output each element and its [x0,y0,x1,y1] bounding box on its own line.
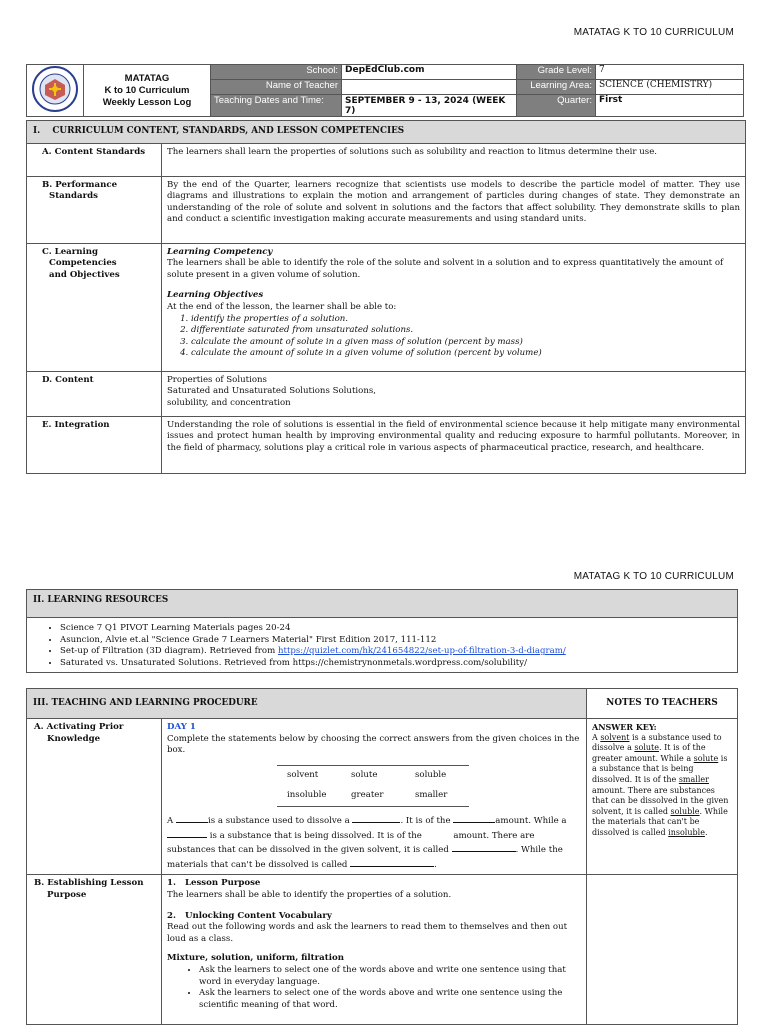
competency-title: Learning Competency [167,246,273,257]
answer-blank[interactable] [453,813,495,823]
content-text: Properties of Solutions Saturated and Unsaturated Solutions Solutions, solubility, and concentration [162,371,746,416]
area-label: Learning Area: [517,79,596,94]
choice-word: solute [341,765,405,786]
choice-word: solvent [277,765,341,786]
page-header: MATATAG K TO 10 CURRICULUM [573,27,734,38]
vocabulary-title: 2. Unlocking Content Vocabulary [167,910,332,921]
choice-word: insoluble [287,790,327,801]
integration-text: Understanding the role of solutions is essential in the field of environmental science because it help mitigate many environmental issues and protect human health by improving environmental quality and reducing exposure to harmful pollutants. Moreover, in the field of pharmacy, solutions play a critical role in various aspects of pharmaceutical practice, research, and healthcare. [162,416,746,473]
page-header-2: MATATAG K TO 10 CURRICULUM [573,571,734,582]
activity-instruction: Complete the statements below by choosing the correct answers from the given choices in the box. [167,733,580,756]
lesson-purpose-title: 1. Lesson Purpose [167,878,261,889]
list-item: • Set-up of Filtration (3D diagram). Retrieved from https://quizlet.com/hk/241654822/set-up-of-filtration-3-d-diagram/ [60,646,732,658]
objectives-list [167,314,740,360]
vocabulary-tasks [167,965,581,1011]
header-table [26,64,744,117]
fill-in-statement: A is a substance used to dissolve a . It is of the amount. While a is a substance that is being dissolved. It is of the amount. There are substances that can be dissolved in the given solvent, it is called . While the materials that can't be dissolved is called . [167,813,581,871]
content-standards-label: A. Content Standards [27,143,162,176]
vocabulary-words: Mixture, solution, uniform, filtration [167,953,344,964]
content-standards-text: The learners shall learn the properties of solutions such as solubility and reaction to litmus determine their use. [162,143,746,176]
list-item: • Ask the learners to select one of the words above and write one sentence using that word in everyday language. [199,965,581,988]
resources-list-cell [27,618,738,673]
integration-label: E. Integration [27,416,162,473]
list-item: 1. identify the properties of a solution. [191,314,740,326]
day-label: DAY 1 [167,722,196,732]
learning-resources-section [26,589,738,673]
teacher-value [342,79,517,94]
filtration-link[interactable]: https://quizlet.com/hk/241654822/set-up-of-filtration-3-d-diagram/ [277,646,566,657]
answer-blank[interactable] [176,813,208,823]
answer-key-title: ANSWER KEY: [592,722,657,732]
choices-box [277,765,469,807]
procedure-section [26,688,738,1025]
vocabulary-text: Read out the following words and ask the learners to read them to themselves and then out loud as a class. [167,922,568,944]
grade-label: Grade Level: [517,65,596,80]
choice-word: smaller [415,790,448,801]
performance-standards-label: B. Performance Standards [27,176,162,243]
dates-value: SEPTEMBER 9 - 13, 2024 (WEEK 7) [342,94,517,116]
activating-content [162,719,587,875]
objectives-title: Learning Objectives [167,290,264,301]
activating-label: A. Activating Prior Knowledge [27,719,162,875]
lesson-purpose-text: The learners shall be able to identify the properties of a solution. [167,889,452,900]
section-3-heading: III. TEACHING AND LEARNING PROCEDURE [27,689,587,719]
choice-word: greater [351,790,384,801]
answer-blank[interactable] [352,813,400,823]
dates-label: Teaching Dates and Time: [211,94,342,116]
learning-competencies-label: C. Learning Competencies and Objectives [27,243,162,371]
choice-word: soluble [405,765,469,786]
list-item: • Ask the learners to select one of the words above and write one sentence using the scientific meaning of that word. [199,988,581,1011]
notes-heading: NOTES TO TEACHERS [587,689,738,719]
establishing-content [162,875,587,1025]
quarter-label: Quarter: [517,94,596,116]
list-item: 3. calculate the amount of solute in a given mass of solution (percent by mass) [191,337,740,349]
quarter-value: First [596,94,744,116]
grade-value: 7 [596,65,744,80]
resources-list [32,623,732,669]
learning-competencies-text [162,243,746,371]
teacher-label: Name of Teacher [211,79,342,94]
curriculum-section [26,120,746,474]
section-1-heading: I. CURRICULUM CONTENT, STANDARDS, AND LESSON COMPETENCIES [27,121,746,144]
list-item: • Saturated vs. Unsaturated Solutions. Retrieved from https://chemistrynonmetals.wordpress.com/solubility/ [60,658,732,670]
list-item: • Science 7 Q1 PIVOT Learning Materials pages 20-24 [60,623,732,635]
answer-blank[interactable] [167,828,207,838]
school-label: School: [211,65,342,80]
competency-text: The learners shall be able to identify the role of the solute and solvent in a solution and to express quantitatively the amount of solute present in a given volume of solution. [167,258,724,280]
list-item: • Asuncion, Alvie et.al "Science Grade 7 Learners Material" First Edition 2017, 111-112 [60,635,732,647]
list-item: 2. differentiate saturated from unsaturated solutions. [191,325,740,337]
answer-key-cell [587,719,738,875]
content-label: D. Content [27,371,162,416]
area-value: SCIENCE (CHEMISTRY) [596,79,744,94]
establishing-label: B. Establishing Lesson Purpose [27,875,162,1025]
answer-blank[interactable] [452,842,516,852]
performance-standards-text: By the end of the Quarter, learners recognize that scientists use models to describe the particle model of matter. They use diagrams and illustrations to explain the motion and arrangement of particles during changes of state. They demonstrate an understanding of the role of solute and solvent in solutions and the factors that affect solubility. They demonstrate skills to plan and conduct a scientific investigation making accurate measurements and using standard units. [162,176,746,243]
notes-empty-cell [587,875,738,1025]
deped-seal-icon [31,65,79,113]
answer-blank[interactable] [425,829,451,838]
answer-key-text: A solvent is a substance used to dissolve a solute. It is of the greater amount. While a solute is a substance that is being dissolved. It is of the smaller amount. There are substances that can be dissolved in the given solvent, it is called soluble. While the materials that can't be dissolved is called insoluble. [592,732,729,837]
answer-blank[interactable] [350,857,434,867]
objectives-intro: At the end of the lesson, the learner shall be able to: [167,301,397,312]
document-title: MATATAG K to 10 Curriculum Weekly Lesson Log [84,65,211,117]
list-item: 4. calculate the amount of solute in a given volume of solution (percent by volume) [191,348,740,360]
section-2-heading: II. LEARNING RESOURCES [27,590,738,618]
deped-seal [27,65,84,117]
school-value: DepEdClub.com [342,65,517,80]
